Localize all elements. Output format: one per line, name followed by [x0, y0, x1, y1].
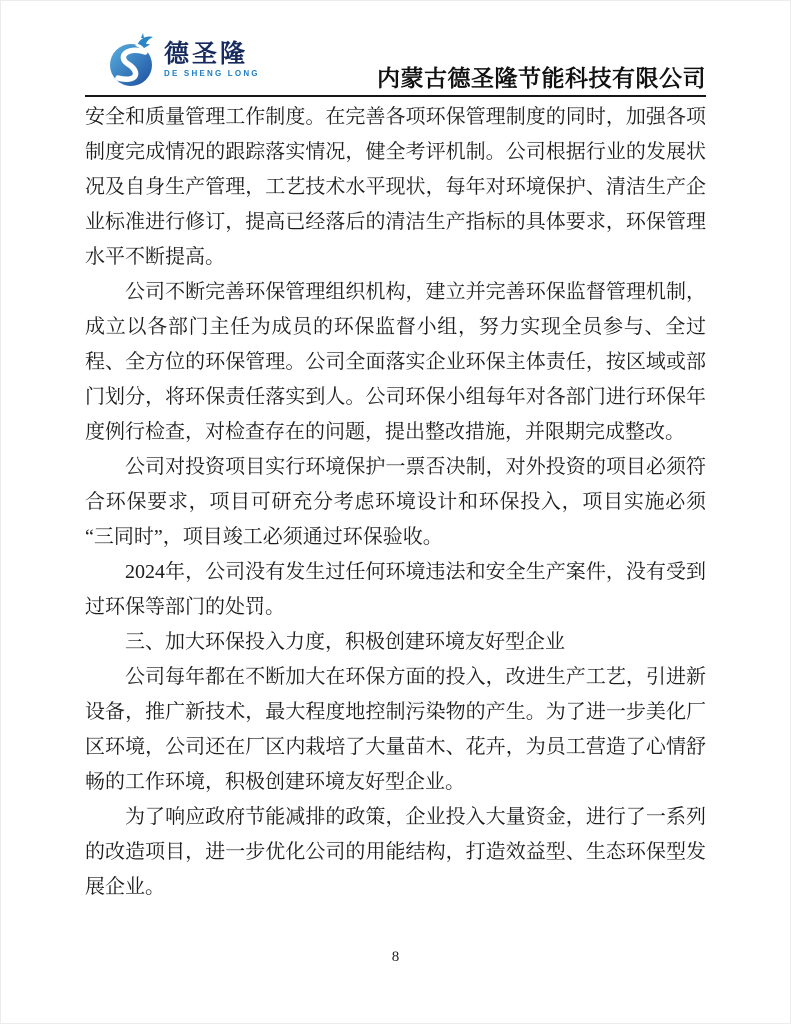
dragon-s-logo-icon [107, 32, 159, 88]
logo-cn-name: 德圣隆 [164, 40, 249, 68]
body-paragraph: 公司对投资项目实行环境保护一票否决制，对外投资的项目必须符合环保要求，项目可研充分考虑环境设计和环保投入，项目实施必须“三同时”，项目竣工必须通过环保验收。 [85, 456, 706, 548]
header-divider [85, 95, 706, 97]
body-paragraph: 公司每年都在不断加大在环保方面的投入，改进生产工艺，引进新设备，推广新技术，最大程度地控制污染物的产生。为了进一步美化厂区环境，公司还在厂区内栽培了大量苗木、花卉，为员工营造了心情舒畅的工作环境，积极创建环境友好型企业。 [85, 666, 706, 793]
document-body [85, 100, 706, 905]
company-logo [107, 32, 260, 88]
page-header [85, 0, 706, 97]
body-paragraph: 安全和质量管理工作制度。在完善各项环保管理制度的同时，加强各项制度完成情况的跟踪落实情况，健全考评机制。公司根据行业的发展状况及自身生产管理，工艺技术水平现状，每年对环境保护、清洁生产企业标准进行修订，提高已经落后的清洁生产指标的具体要求，环保管理水平不断提高。 [85, 106, 706, 268]
body-paragraph: 公司不断完善环保管理组织机构，建立并完善环保监督管理机制，成立以各部门主任为成员的环保监督小组，努力实现全员参与、全过程、全方位的环保管理。公司全面落实企业环保主体责任，按区域或部门划分，将环保责任落实到人。公司环保小组每年对各部门进行环保年度例行检查，对检查存在的问题，提出整改措施，并限期完成整改。 [85, 281, 706, 443]
page-number: 8 [391, 949, 400, 965]
body-paragraph: 为了响应政府节能减排的政策，企业投入大量资金，进行了一系列的改造项目，进一步优化公司的用能结构，打造效益型、生态环保型发展企业。 [85, 806, 706, 898]
logo-en-name: DE SHENG LONG [164, 69, 260, 78]
logo-text [164, 42, 260, 78]
section-heading: 三、加大环保投入力度，积极创建环境友好型企业 [125, 631, 565, 653]
company-name-title: 内蒙古德圣隆节能科技有限公司 [377, 66, 706, 91]
body-paragraph: 2024年，公司没有发生过任何环境违法和安全生产案件，没有受到过环保等部门的处罚。 [85, 561, 706, 618]
